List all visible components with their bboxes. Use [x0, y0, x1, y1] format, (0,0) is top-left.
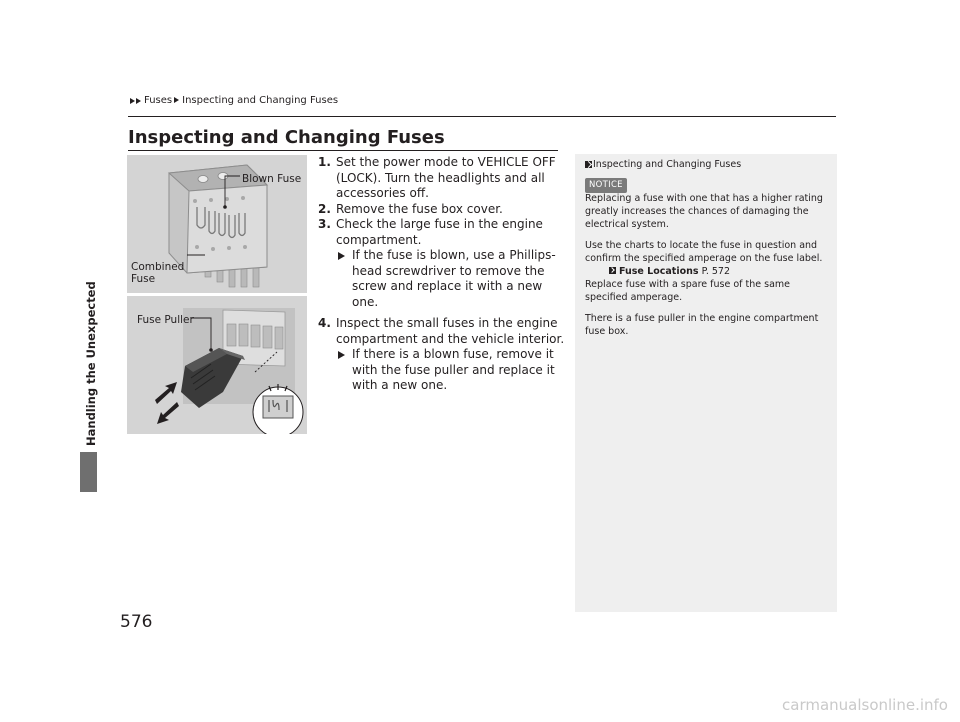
substep-arrow-icon — [338, 351, 345, 359]
step-4 — [318, 316, 568, 347]
step-1 — [318, 155, 568, 202]
sidebar-body — [585, 192, 829, 346]
fuse-locations-link[interactable] — [585, 265, 829, 278]
reference-title[interactable]: Fuse Locations — [619, 266, 699, 277]
breadcrumb — [130, 95, 338, 106]
step-3 — [318, 217, 568, 248]
step-3-substep — [318, 248, 568, 310]
sidebar-heading — [585, 158, 741, 171]
fuse-puller-label: Fuse Puller — [137, 314, 194, 326]
side-section-label: Handling the Unexpected — [84, 281, 98, 446]
substep-text: If there is a blown fuse, remove it with the fuse puller and replace it with a new one. — [352, 347, 555, 392]
step-number: 1. — [318, 155, 331, 169]
page-number: 576 — [120, 612, 153, 632]
sidebar-heading-text: Inspecting and Changing Fuses — [593, 159, 742, 170]
reference-arrow-icon — [585, 161, 592, 168]
notes-sidebar — [575, 154, 837, 612]
breadcrumb-arrow-icon — [130, 98, 135, 104]
breadcrumb-separator-icon — [174, 95, 179, 106]
notice-text: Replacing a fuse with one that has a higher rating greatly increases the chances of damaging the electrical system. — [585, 193, 823, 230]
sidebar-paragraph: Use the charts to locate the fuse in question and confirm the specified amperage on the fuse label. — [585, 240, 823, 264]
step-number: 3. — [318, 217, 331, 231]
fuse-box-illustration — [127, 155, 307, 293]
step-number: 4. — [318, 316, 331, 330]
step-text: Check the large fuse in the engine compartment. — [336, 217, 543, 247]
breadcrumb-section[interactable]: Fuses — [144, 95, 173, 106]
page-title: Inspecting and Changing Fuses — [128, 127, 445, 148]
step-4-substep — [318, 347, 568, 394]
step-text: Inspect the small fuses in the engine compartment and the vehicle interior. — [336, 316, 565, 346]
step-text: Remove the fuse box cover. — [336, 201, 503, 216]
breadcrumb-page: Inspecting and Changing Fuses — [182, 95, 339, 106]
substep-arrow-icon — [338, 252, 345, 260]
instruction-steps — [318, 155, 568, 394]
blown-fuse-label: Blown Fuse — [242, 173, 302, 185]
reference-page: P. 572 — [701, 266, 731, 277]
step-text: Set the power mode to VEHICLE OFF (LOCK). Turn the headlights and all accessories off. — [336, 155, 556, 200]
sidebar-paragraph: There is a fuse puller in the engine compartment fuse box. — [585, 313, 819, 337]
sidebar-paragraph: Replace fuse with a spare fuse of the same specified amperage. — [585, 279, 790, 303]
title-rule — [128, 150, 558, 151]
section-tab-marker — [80, 452, 97, 492]
substep-text: If the fuse is blown, use a Phillips-head screwdriver to remove the screw and replace it with a new one. — [352, 248, 556, 309]
combined-fuse-label: Combined Fuse — [131, 261, 185, 285]
step-2 — [318, 202, 568, 218]
header-rule — [128, 116, 836, 117]
watermark: carmanualsonline.info — [782, 696, 948, 714]
breadcrumb-arrow-icon — [136, 98, 141, 104]
notice-badge: NOTICE — [585, 178, 627, 193]
reference-arrow-icon — [609, 267, 616, 274]
step-number: 2. — [318, 201, 331, 216]
fuse-puller-illustration — [127, 296, 307, 434]
